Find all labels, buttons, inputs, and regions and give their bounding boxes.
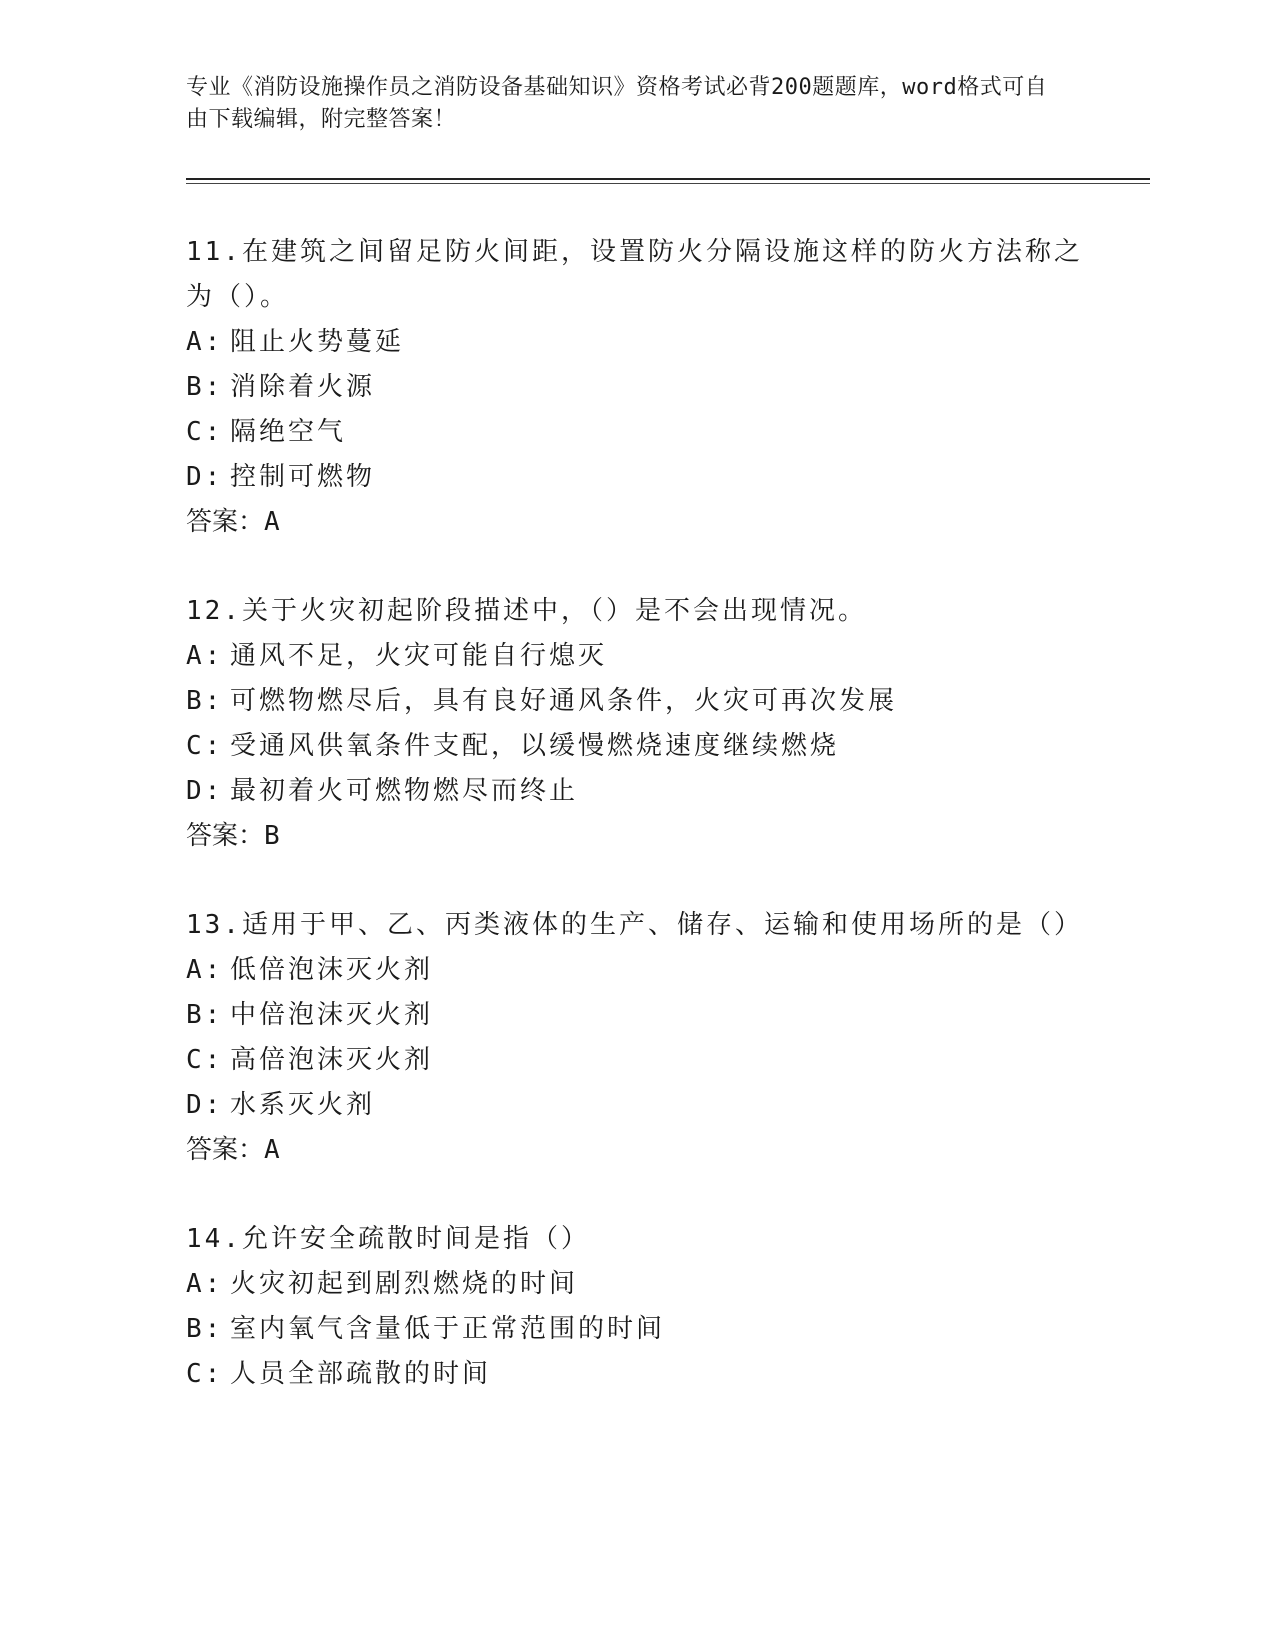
option-key: C: bbox=[186, 1045, 224, 1075]
question-14 bbox=[186, 1217, 1086, 1397]
option-c bbox=[186, 1038, 1086, 1083]
question-text: 关于火灾初起阶段描述中，（）是不会出现情况。 bbox=[241, 596, 867, 626]
answer-label: 答案： bbox=[186, 1135, 265, 1165]
question-list bbox=[186, 230, 1086, 1397]
option-b bbox=[186, 1307, 1086, 1352]
option-text: 最初着火可燃物燃尽而终止 bbox=[230, 776, 579, 806]
option-a bbox=[186, 320, 1086, 365]
option-key: A: bbox=[186, 327, 224, 357]
option-key: C: bbox=[186, 1359, 224, 1389]
question-13 bbox=[186, 903, 1086, 1173]
option-c bbox=[186, 724, 1086, 769]
header-divider-thin bbox=[186, 183, 1150, 184]
option-key: C: bbox=[186, 731, 224, 761]
question-text: 在建筑之间留足防火间距，设置防火分隔设施这样的防火方法称之为（）。 bbox=[186, 237, 1083, 312]
option-d bbox=[186, 455, 1086, 500]
option-text: 受通风供氧条件支配，以缓慢燃烧速度继续燃烧 bbox=[230, 731, 840, 761]
option-text: 中倍泡沫灭火剂 bbox=[230, 1000, 434, 1030]
answer-value: A bbox=[264, 1135, 280, 1165]
option-key: B: bbox=[186, 372, 224, 402]
question-stem bbox=[186, 230, 1086, 320]
option-key: B: bbox=[186, 1000, 224, 1030]
option-text: 隔绝空气 bbox=[230, 417, 347, 447]
option-key: A: bbox=[186, 955, 224, 985]
answer-value: A bbox=[264, 507, 280, 537]
option-text: 水系灭火剂 bbox=[230, 1090, 376, 1120]
question-number: 13. bbox=[186, 910, 242, 940]
option-text: 可燃物燃尽后，具有良好通风条件，火灾可再次发展 bbox=[230, 686, 898, 716]
option-a bbox=[186, 948, 1086, 993]
answer-line bbox=[186, 814, 1086, 859]
option-b bbox=[186, 993, 1086, 1038]
option-b bbox=[186, 365, 1086, 410]
option-text: 人员全部疏散的时间 bbox=[230, 1359, 492, 1389]
option-d bbox=[186, 1083, 1086, 1128]
option-text: 消除着火源 bbox=[230, 372, 376, 402]
option-d bbox=[186, 769, 1086, 814]
question-text: 适用于甲、乙、丙类液体的生产、储存、运输和使用场所的是（） bbox=[241, 910, 1083, 940]
option-c bbox=[186, 410, 1086, 455]
question-stem bbox=[186, 589, 1086, 634]
option-b bbox=[186, 679, 1086, 724]
answer-label: 答案： bbox=[186, 507, 265, 537]
answer-line bbox=[186, 1128, 1086, 1173]
question-text: 允许安全疏散时间是指（） bbox=[241, 1224, 590, 1254]
question-number: 11. bbox=[186, 237, 242, 267]
option-key: D: bbox=[186, 1090, 224, 1120]
option-key: A: bbox=[186, 1269, 224, 1299]
answer-label: 答案： bbox=[186, 821, 265, 851]
option-key: B: bbox=[186, 1314, 224, 1344]
question-11 bbox=[186, 230, 1086, 545]
option-key: D: bbox=[186, 776, 224, 806]
answer-line bbox=[186, 500, 1086, 545]
option-a bbox=[186, 1262, 1086, 1307]
header-divider-thick bbox=[186, 178, 1150, 180]
option-text: 室内氧气含量低于正常范围的时间 bbox=[230, 1314, 666, 1344]
question-stem bbox=[186, 903, 1086, 948]
option-text: 控制可燃物 bbox=[230, 462, 376, 492]
option-a bbox=[186, 634, 1086, 679]
option-key: D: bbox=[186, 462, 224, 492]
question-number: 14. bbox=[186, 1224, 242, 1254]
option-key: A: bbox=[186, 641, 224, 671]
question-12 bbox=[186, 589, 1086, 859]
option-text: 阻止火势蔓延 bbox=[230, 327, 405, 357]
option-text: 低倍泡沫灭火剂 bbox=[230, 955, 434, 985]
option-text: 高倍泡沫灭火剂 bbox=[230, 1045, 434, 1075]
question-stem bbox=[186, 1217, 1086, 1262]
question-number: 12. bbox=[186, 596, 242, 626]
option-text: 通风不足，火灾可能自行熄灭 bbox=[230, 641, 608, 671]
answer-value: B bbox=[264, 821, 280, 851]
option-text: 火灾初起到剧烈燃烧的时间 bbox=[230, 1269, 579, 1299]
option-c bbox=[186, 1352, 1086, 1397]
option-key: B: bbox=[186, 686, 224, 716]
option-key: C: bbox=[186, 417, 224, 447]
document-title: 专业《消防设施操作员之消防设备基础知识》资格考试必背200题题库，word格式可自由下载编辑，附完整答案！ bbox=[186, 75, 1048, 132]
